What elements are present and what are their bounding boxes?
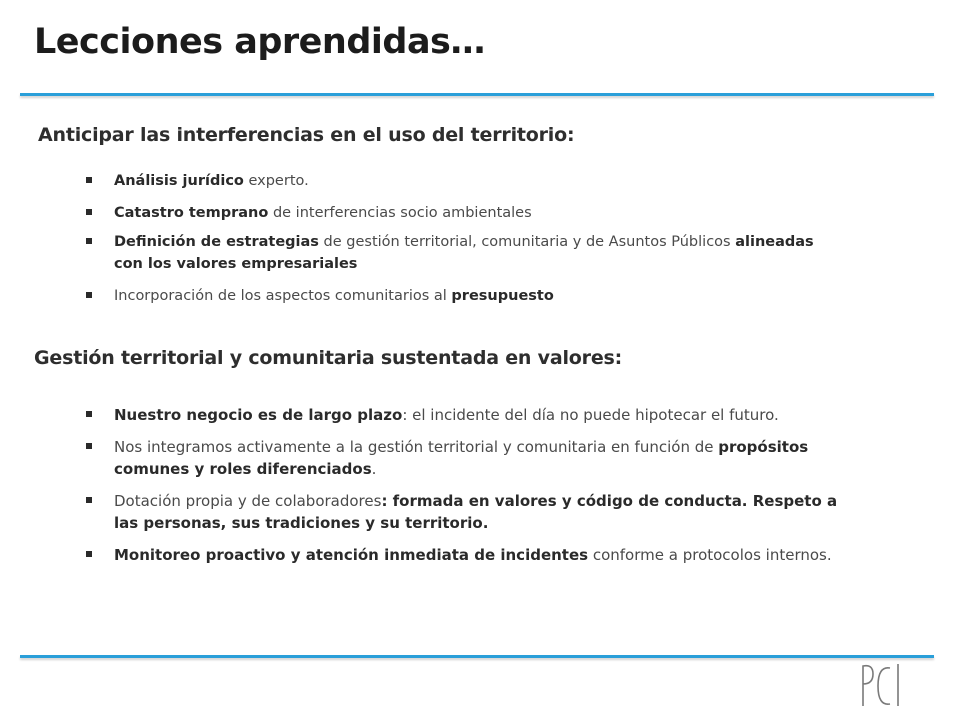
bold-text: Monitoreo proactivo y atención inmediata de incidentes: [114, 546, 589, 564]
section1-heading: Anticipar las interferencias en el uso del territorio:: [38, 124, 575, 146]
bullet-square-icon: [86, 551, 92, 557]
bold-text: Definición de estrategias: [114, 234, 319, 250]
item-text: de interferencias socio ambientales: [268, 205, 532, 221]
pci-logo-icon: [860, 660, 904, 710]
bullet-square-icon: [86, 177, 92, 183]
bold-text: propósitos comunes y roles diferenciados: [114, 438, 809, 478]
top-divider: [20, 93, 934, 96]
item-text: Nos integramos activamente a la gestión territorial y comunitaria en función de: [114, 438, 719, 456]
list-item: [86, 544, 856, 566]
section2-heading: Gestión territorial y comunitaria sustentada en valores:: [34, 347, 623, 369]
item-text: Dotación propia y de colaboradores: [114, 492, 382, 510]
list-item: [86, 404, 856, 426]
bold-text: presupuesto: [451, 288, 554, 304]
list-item: [86, 490, 856, 534]
bullet-square-icon: [86, 238, 92, 244]
item-text: experto.: [243, 173, 309, 189]
list-item: [86, 285, 826, 307]
item-text: : el incidente del día no puede hipotecar el futuro.: [402, 406, 779, 424]
bold-text: Análisis jurídico: [114, 173, 244, 189]
bullet-square-icon: [86, 209, 92, 215]
bold-text: alineadas con los valores empresariales: [114, 234, 814, 272]
list-item: [86, 436, 856, 480]
bold-text: Catastro temprano: [114, 205, 269, 221]
section1-bullet-list: [86, 170, 826, 307]
list-item: [86, 202, 826, 224]
item-text: de gestión territorial, comunitaria y de Asuntos Públicos: [318, 234, 736, 250]
bold-text: : formada en valores y código de conducta. Respeto a las personas, sus tradiciones y su territorio.: [114, 492, 838, 532]
item-text: Incorporación de los aspectos comunitarios al: [114, 288, 452, 304]
item-text: conforme a protocolos internos.: [588, 546, 832, 564]
bullet-square-icon: [86, 411, 92, 417]
bottom-divider: [20, 655, 934, 658]
bullet-square-icon: [86, 497, 92, 503]
bullet-square-icon: [86, 292, 92, 298]
slide-title: Lecciones aprendidas…: [34, 22, 485, 62]
bullet-square-icon: [86, 443, 92, 449]
bold-text: Nuestro negocio es de largo plazo: [114, 406, 403, 424]
list-item: [86, 170, 826, 192]
list-item: [86, 231, 826, 275]
item-text: .: [371, 460, 377, 478]
section2-bullet-list: [86, 404, 856, 576]
